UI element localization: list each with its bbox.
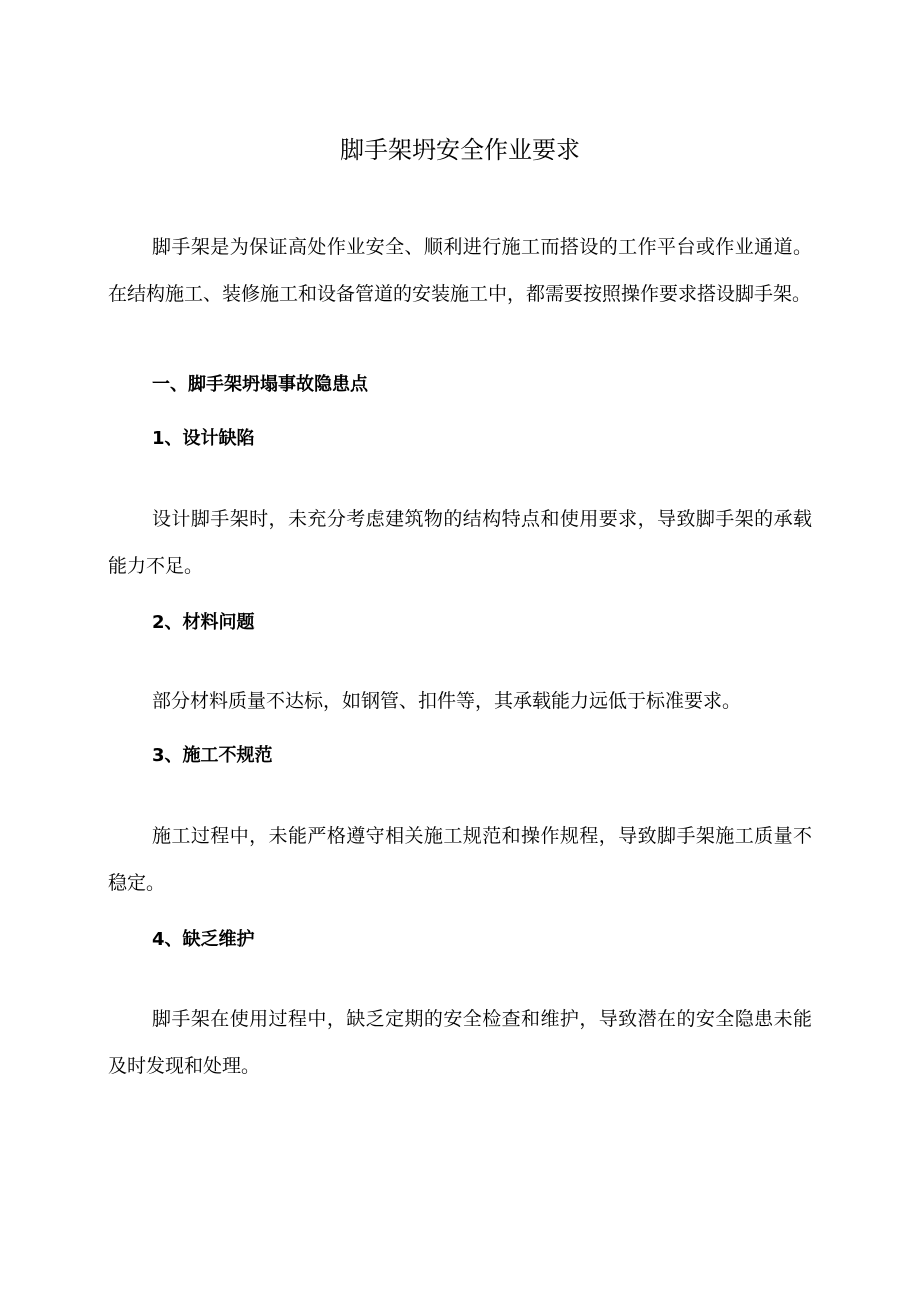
section-heading-hazards: 一、脚手架坍塌事故隐患点	[152, 374, 368, 395]
paragraph-lack-of-maintenance: 脚手架在使用过程中，缺乏定期的安全检查和维护，导致潜在的安全隐患未能及时发现和处理。	[108, 1008, 812, 1077]
paragraph-design-defects: 设计脚手架时，未充分考虑建筑物的结构特点和使用要求，导致脚手架的承载能力不足。	[108, 508, 812, 577]
subheading-lack-of-maintenance: 4、缺乏维护	[152, 929, 255, 950]
subheading-design-defects: 1、设计缺陷	[152, 428, 255, 449]
paragraph-material-issues: 部分材料质量不达标，如钢管、扣件等，其承载能力远低于标准要求。	[152, 690, 742, 712]
document-title: 脚手架坍安全作业要求	[340, 136, 580, 164]
subheading-nonstandard-construction: 3、施工不规范	[152, 745, 273, 766]
intro-paragraph: 脚手架是为保证高处作业安全、顺利进行施工而搭设的工作平台或作业通道。在结构施工、装修施工和设备管道的安装施工中，都需要按照操作要求搭设脚手架。	[108, 236, 812, 305]
paragraph-nonstandard-construction: 施工过程中，未能严格遵守相关施工规范和操作规程，导致脚手架施工质量不稳定。	[108, 825, 812, 894]
subheading-material-issues: 2、材料问题	[152, 612, 255, 633]
